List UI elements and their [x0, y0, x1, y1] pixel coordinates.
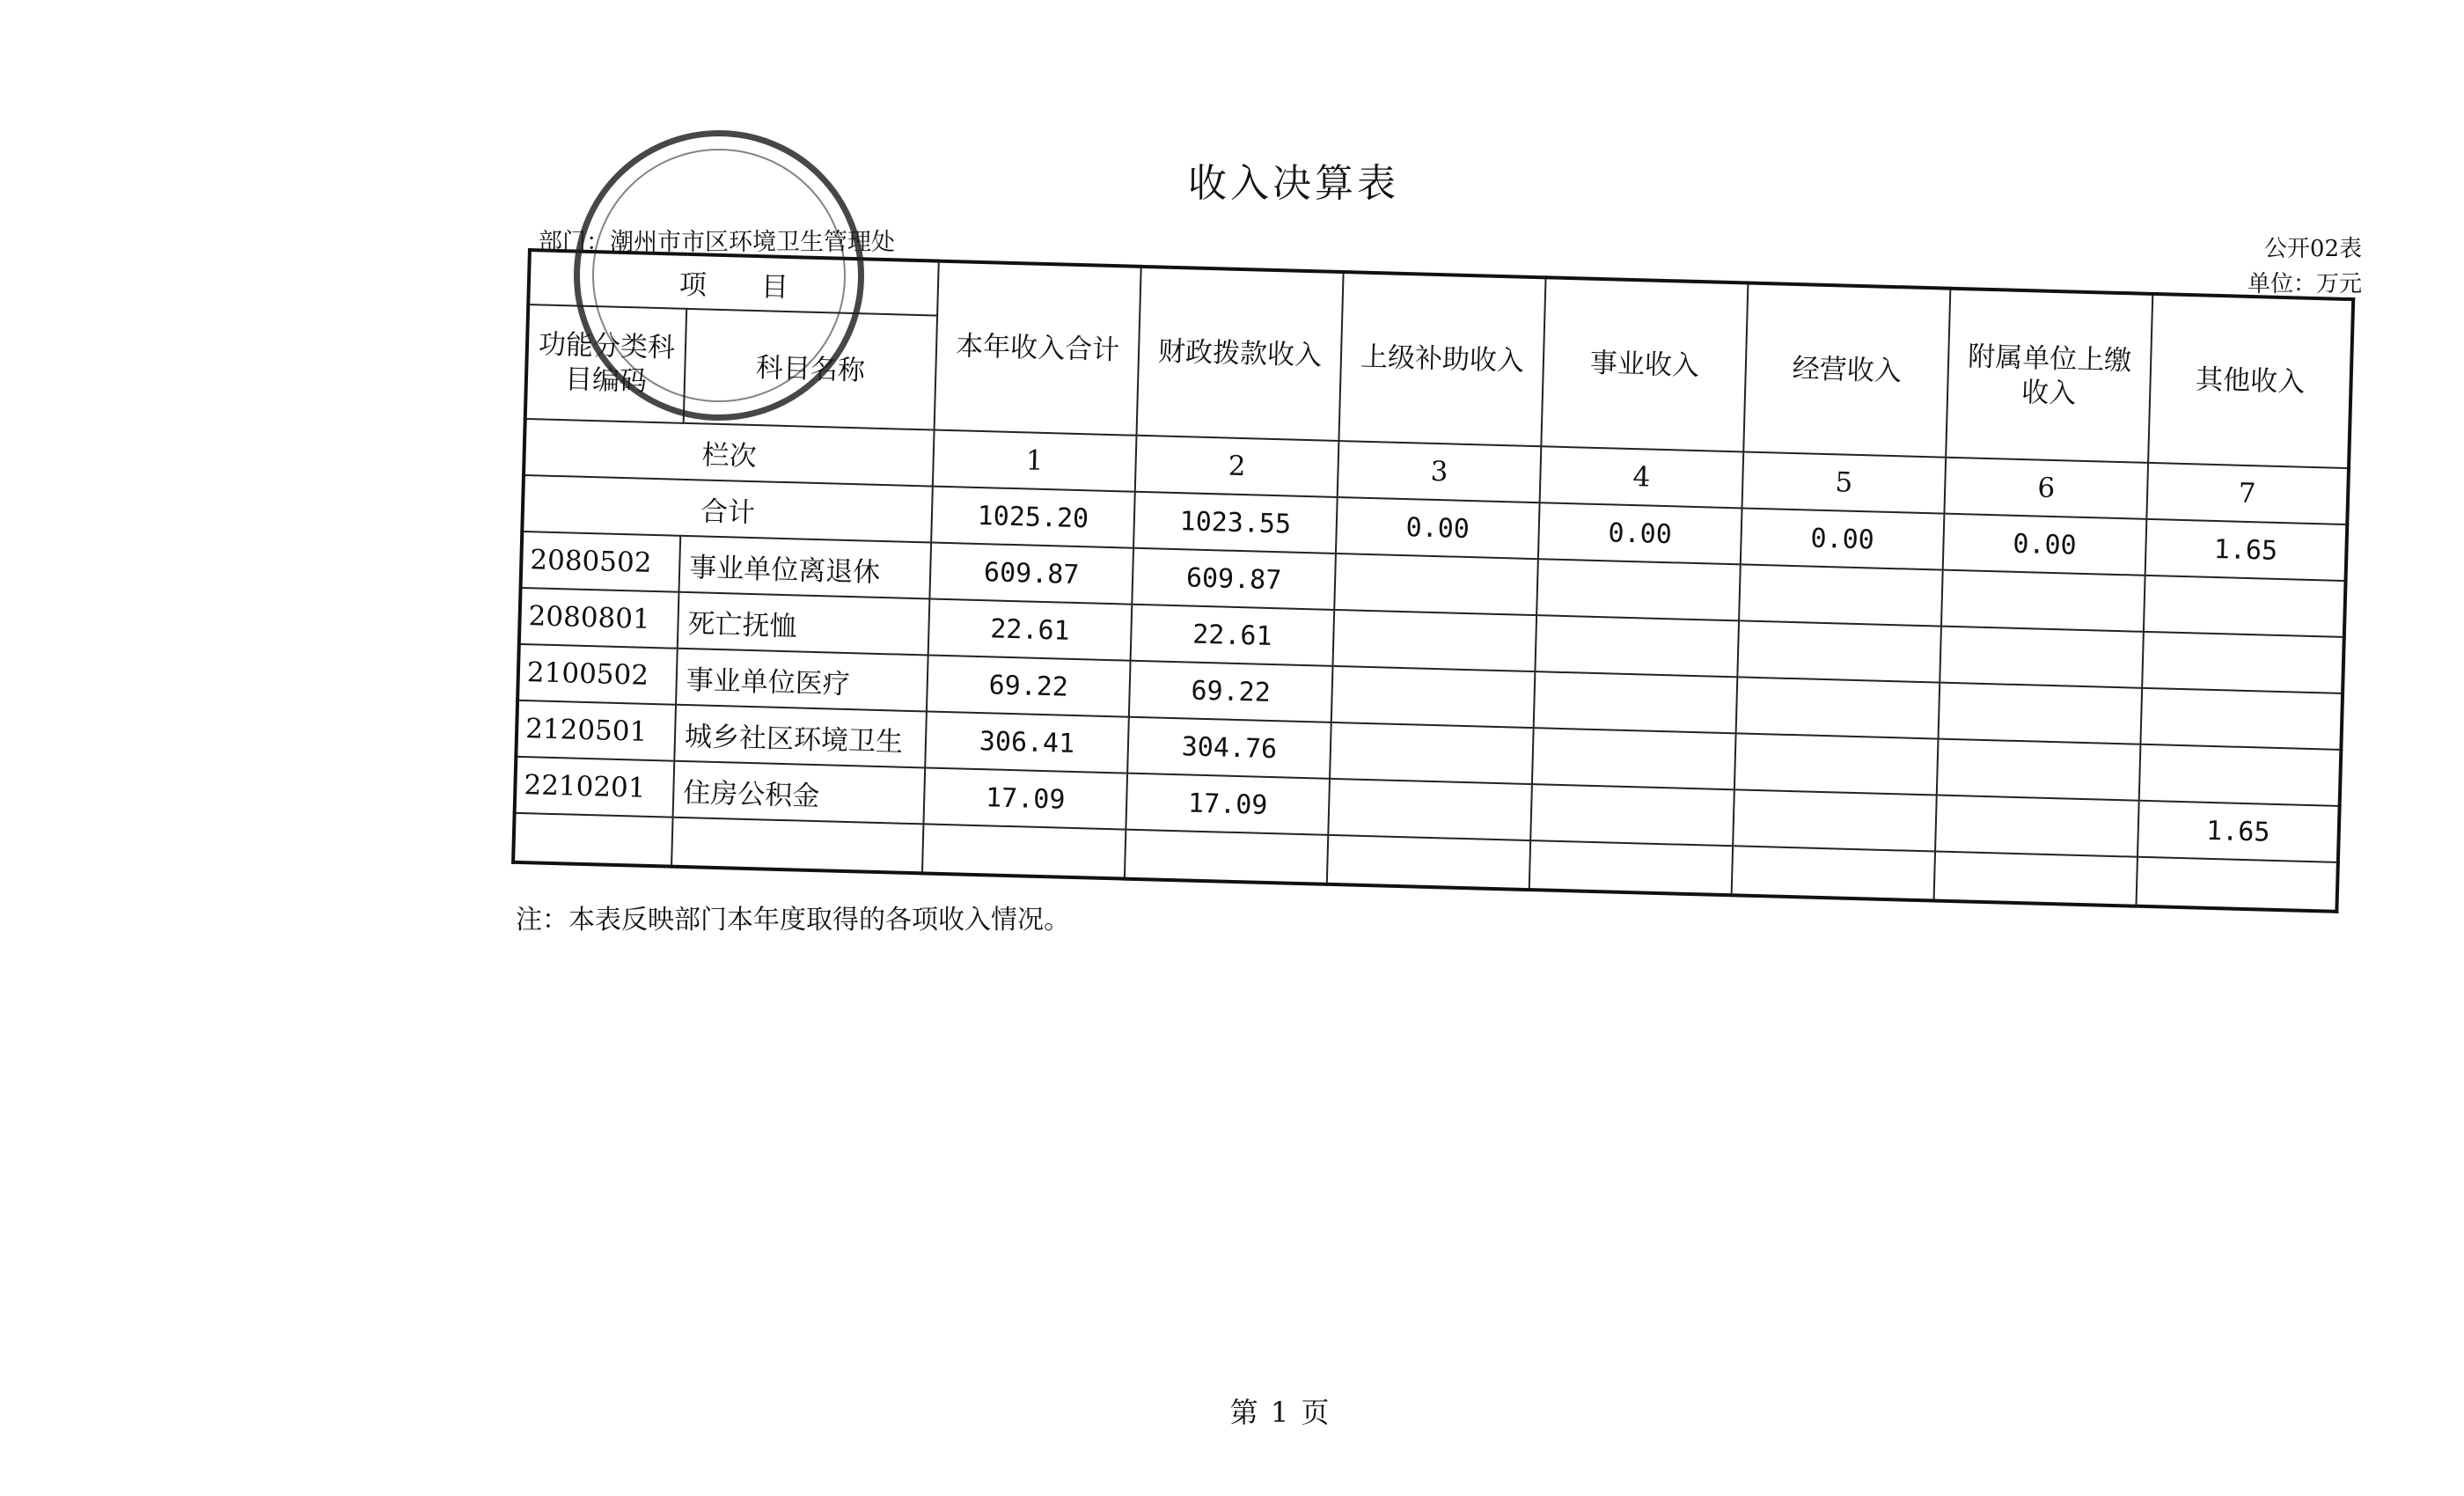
header-col-3: 上级补助收入: [1338, 272, 1545, 446]
form-number: 公开02表: [2263, 236, 2362, 262]
row-cell: [1935, 796, 2139, 857]
row-cell: [1534, 671, 1738, 733]
row-cell: [2140, 688, 2343, 750]
empty-cell: [1125, 830, 1328, 884]
row-cell: [1332, 610, 1536, 671]
header-name: 科目名称: [684, 309, 937, 430]
row-code: 2120501: [516, 700, 676, 761]
page-number: 第 1 页: [1229, 1396, 1331, 1429]
row-cell: [1733, 789, 1937, 851]
row-cell: [1737, 620, 1941, 682]
row-cell: 69.22: [927, 655, 1131, 716]
col-number: 7: [2146, 463, 2349, 524]
total-cell: 1.65: [2145, 519, 2348, 581]
row-code: 2100502: [517, 644, 678, 705]
header-category: 项 目: [528, 250, 939, 316]
row-cell: [1530, 784, 1734, 846]
col-number: 2: [1135, 436, 1339, 497]
header-col-1: 本年收入合计: [935, 261, 1141, 436]
row-cell: [1536, 559, 1741, 620]
row-cell: 304.76: [1127, 717, 1331, 779]
row-cell: [1328, 779, 1532, 840]
row-cell: [2144, 576, 2346, 637]
empty-cell: [1732, 846, 1935, 900]
row-cell: [1734, 733, 1939, 795]
row-name: 事业单位医疗: [676, 649, 928, 712]
row-name: 城乡社区环境卫生: [674, 705, 927, 768]
department-label: 部门：潮州市市区环境卫生管理处: [539, 229, 895, 256]
row-cell: 609.87: [1132, 548, 1336, 610]
col-number: 1: [933, 430, 1137, 492]
unit-label: 单位：万元: [2247, 271, 2362, 297]
empty-cell: [1934, 852, 2138, 906]
row-cell: 609.87: [929, 543, 1133, 605]
col-number: 4: [1540, 446, 1744, 508]
col-number: 3: [1338, 441, 1542, 502]
table-note: 注：本表反映部门本年度取得的各项收入情况。: [516, 905, 1070, 935]
header-col-7: 其他收入: [2148, 294, 2353, 468]
row-cell: [2139, 744, 2342, 806]
row-cell: [1939, 683, 2143, 744]
row-cell: [1330, 722, 1534, 784]
row-cell: [1940, 627, 2144, 688]
row-cell: [1535, 615, 1739, 677]
row-cell: 17.09: [923, 767, 1127, 829]
row-code: 2080801: [519, 588, 679, 649]
row-cell: [1736, 677, 1940, 738]
row-cell: [1331, 666, 1536, 728]
col-index-label: 栏次: [524, 419, 935, 487]
row-cell: [1937, 739, 2141, 801]
empty-cell: [922, 824, 1126, 878]
row-cell: 22.61: [1131, 605, 1335, 666]
col-number: 6: [1944, 458, 2148, 519]
row-cell: [1941, 570, 2145, 632]
header-col-2: 财政拨款收入: [1136, 267, 1343, 441]
row-name: 死亡抚恤: [678, 592, 930, 656]
total-cell: 0.00: [1336, 497, 1540, 559]
row-cell: [2142, 632, 2344, 693]
row-name: 住房公积金: [673, 761, 926, 825]
header-col-6: 附属单位上缴收入: [1946, 289, 2152, 463]
row-cell: [1532, 728, 1736, 789]
empty-cell: [1529, 840, 1733, 895]
total-cell: 0.00: [1741, 508, 1945, 569]
row-name: 事业单位离退休: [678, 536, 931, 599]
row-cell: [1334, 554, 1538, 615]
page-title: 收入决算表: [1188, 161, 1399, 206]
row-code: 2210201: [515, 757, 675, 818]
row-cell: 69.22: [1129, 661, 1333, 722]
total-cell: 0.00: [1538, 502, 1742, 564]
empty-cell: [2136, 857, 2337, 912]
row-cell: 1.65: [2138, 801, 2340, 862]
row-cell: 306.41: [925, 711, 1129, 773]
official-seal: [574, 130, 864, 421]
total-cell: 0.00: [1943, 514, 2147, 576]
empty-cell: [671, 818, 923, 874]
row-code: 2080502: [521, 532, 681, 592]
empty-cell: [1327, 835, 1530, 890]
row-cell: 17.09: [1126, 774, 1330, 835]
empty-cell: [513, 813, 672, 867]
row-cell: 22.61: [928, 598, 1133, 660]
col-number: 5: [1742, 451, 1947, 513]
total-cell: 1025.20: [931, 487, 1135, 548]
header-col-5: 经营收入: [1743, 283, 1950, 458]
total-cell: 1023.55: [1133, 492, 1338, 554]
header-code: 功能分类科目编码: [525, 304, 686, 423]
row-cell: [1739, 564, 1943, 626]
header-col-4: 事业收入: [1541, 277, 1748, 451]
total-label: 合计: [522, 475, 933, 543]
